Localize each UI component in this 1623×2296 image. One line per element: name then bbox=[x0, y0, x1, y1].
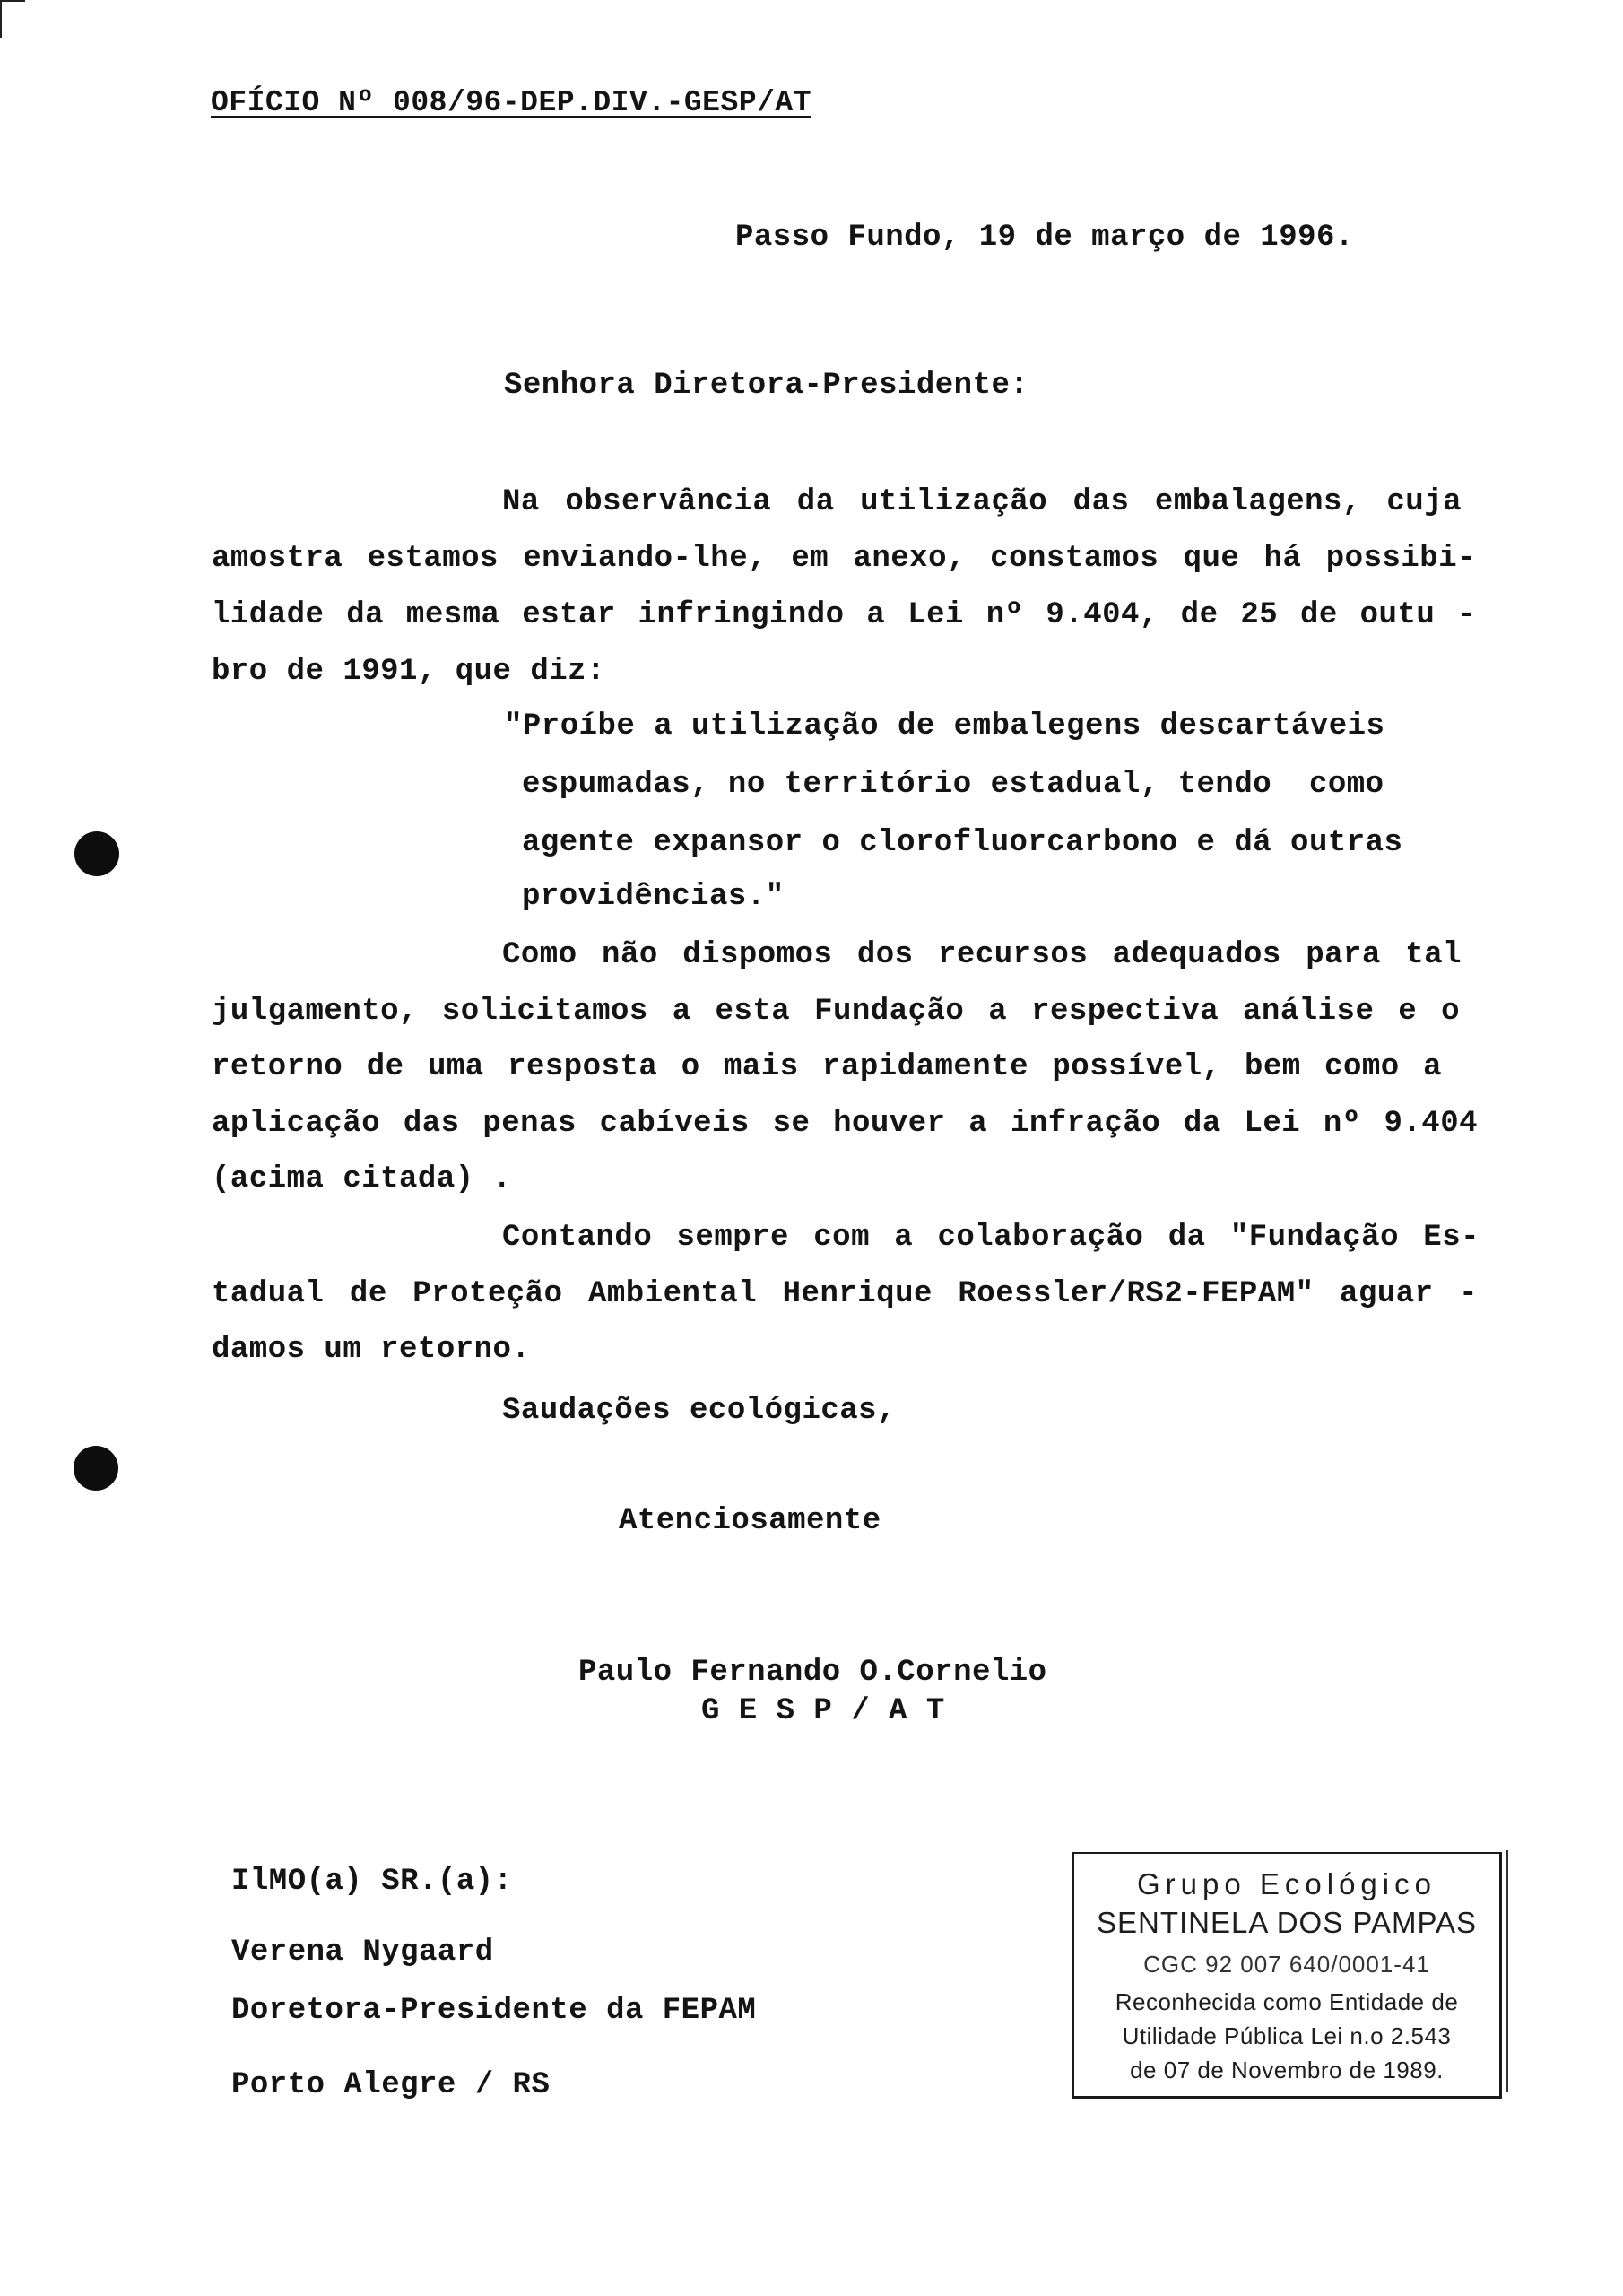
reference-number: OFÍCIO Nº 008/96-DEP.DIV.-GESP/AT bbox=[211, 86, 812, 119]
quote-line4: providências." bbox=[522, 880, 785, 914]
stamp-border-accent bbox=[1501, 1850, 1508, 2092]
addressee-place: Porto Alegre / RS bbox=[231, 2068, 551, 2102]
signatory-name: Paulo Fernando O.Cornelio bbox=[578, 1656, 1047, 1690]
greeting: Saudações ecológicas, bbox=[502, 1394, 896, 1428]
addressee-title: IlMO(a) SR.(a): bbox=[231, 1865, 513, 1899]
paragraph2-line1: Como não dispomos dos recursos adequados para tal bbox=[502, 938, 1462, 972]
paragraph1-line2: amostra estamos enviando-lhe, em anexo, constamos que há possibi- bbox=[212, 542, 1476, 576]
paragraph2-line5: (acima citada) . bbox=[212, 1162, 512, 1196]
stamp-line1: Grupo Ecológico bbox=[1137, 1867, 1436, 1900]
paragraph1-line3: lidade da mesma estar infringindo a Lei nº 9.404, de 25 de outu - bbox=[212, 598, 1476, 632]
stamp-line6: de 07 de Novembro de 1989. bbox=[1130, 2057, 1444, 2083]
organization-stamp bbox=[1072, 1852, 1502, 2099]
quote-line2: espumadas, no território estadual, tendo como bbox=[522, 768, 1384, 802]
paragraph1-line4: bro de 1991, que diz: bbox=[212, 655, 605, 689]
paragraph3-line2: tadual de Proteção Ambiental Henrique Roessler/RS2-FEPAM" aguar - bbox=[212, 1277, 1478, 1311]
punch-hole-top bbox=[74, 831, 119, 876]
stamp-line3: CGC 92 007 640/0001-41 bbox=[1143, 1951, 1430, 1978]
date-line: Passo Fundo, 19 de março de 1996. bbox=[735, 221, 1354, 255]
addressee-name: Verena Nygaard bbox=[231, 1935, 494, 1970]
signatory-unit: G E S P / A T bbox=[701, 1694, 945, 1728]
paragraph2-line2: julgamento, solicitamos a esta Fundação a respectiva análise e o bbox=[212, 995, 1460, 1029]
stamp-line5: Utilidade Pública Lei n.o 2.543 bbox=[1122, 2022, 1452, 2049]
stamp-line2: SENTINELA DOS PAMPAS bbox=[1096, 1906, 1478, 1939]
paragraph2-line3: retorno de uma resposta o mais rapidamente possível, bem como a bbox=[212, 1050, 1442, 1084]
stamp-line4: Reconhecida como Entidade de bbox=[1115, 1988, 1459, 2015]
punch-hole-bottom bbox=[74, 1446, 118, 1491]
quote-line3: agente expansor o clorofluorcarbono e dá outras bbox=[522, 826, 1403, 860]
paragraph3-line1: Contando sempre com a colaboração da "Fundação Es- bbox=[502, 1221, 1480, 1255]
closing: Atenciosamente bbox=[619, 1504, 881, 1538]
salutation: Senhora Diretora-Presidente: bbox=[504, 369, 1029, 403]
paragraph3-line3: damos um retorno. bbox=[212, 1333, 531, 1367]
scan-corner-mark bbox=[0, 0, 25, 38]
addressee-role: Doretora-Presidente da FEPAM bbox=[231, 1994, 757, 2028]
paragraph1-line1: Na observância da utilização das embalagens, cuja bbox=[502, 485, 1462, 519]
quote-line1: "Proíbe a utilização de embalegens descartáveis bbox=[504, 709, 1385, 744]
paragraph2-line4: aplicação das penas cabíveis se houver a infração da Lei nº 9.404 bbox=[212, 1107, 1478, 1141]
